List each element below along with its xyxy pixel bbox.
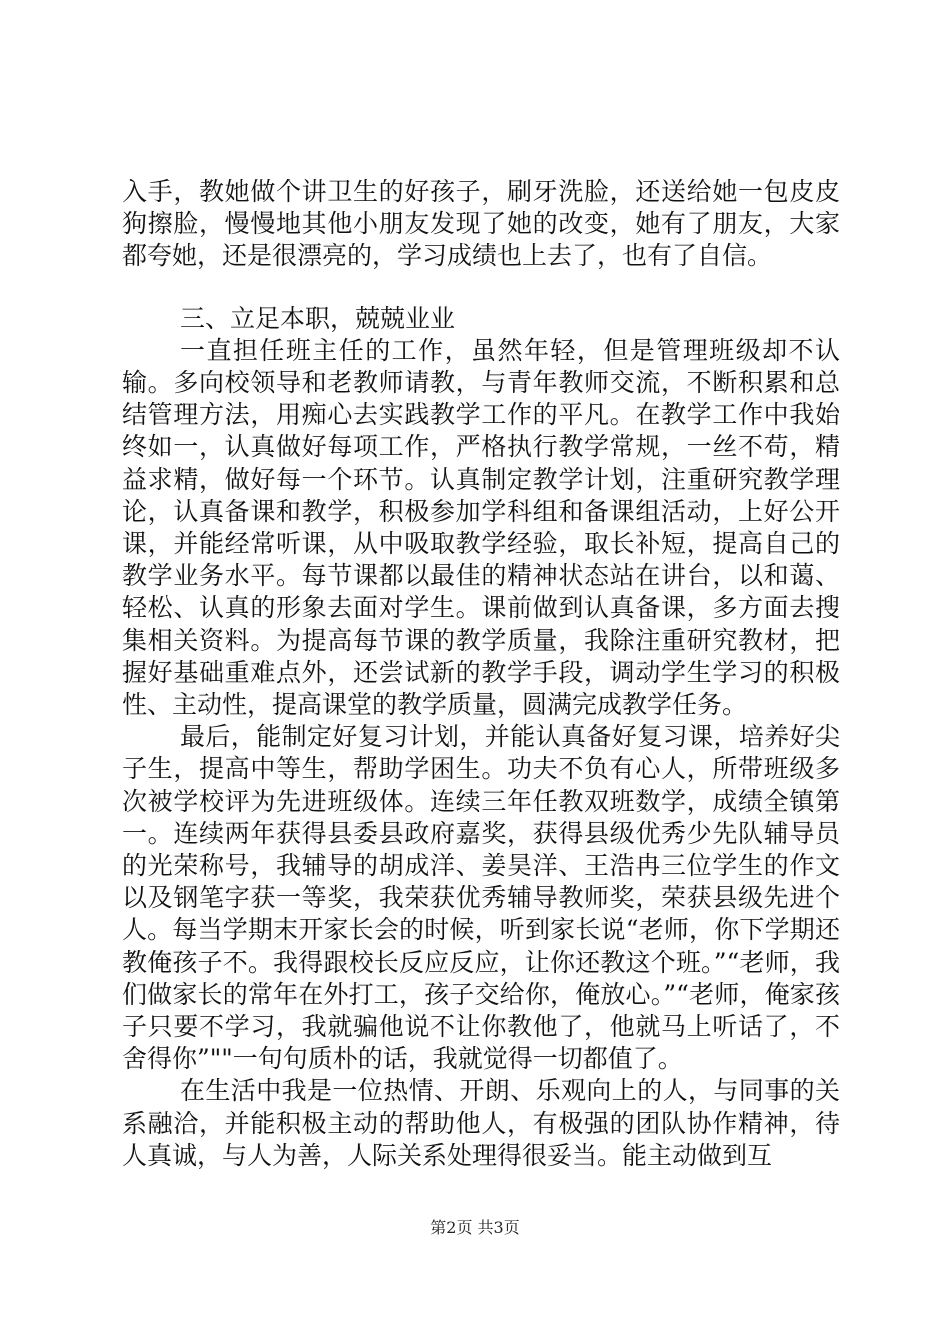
paragraph-teaching-work: 一直担任班主任的工作，虽然年轻，但是管理班级却不认输。多向校领导和老教师请教，与青年教师交流，不断积累和总结管理方法，用痴心去实践教学工作的平凡。在教学工作中我始终如一，认真做好每项工作，严格执行教学常规，一丝不苟，精益求精，做好每一个环节。认真制定教学计划，注重研究教学理论，认真备课和教学，积极参加学科组和备课组活动，上好公开课，并能经常听课，从中吸取教学经验，取长补短，提高自己的教学业务水平。每节课都以最佳的精神状态站在讲台，以和蔼、轻松、认真的形象去面对学生。课前做到认真备课，多方面去搜集相关资料。为提高每节课的教学质量，我除注重研究教材，把握好基础重难点外，还尝试新的教学手段，调动学生学习的积极性、主动性，提高课堂的教学质量，圆满完成教学任务。 bbox=[122, 335, 840, 720]
paragraph-continuation: 入手，教她做个讲卫生的好孩子，刷牙洗脸，还送给她一包皮皮狗擦脸，慢慢地其他小朋友发现了她的改变，她有了朋友，大家都夸她，还是很漂亮的，学习成绩也上去了，也有了自信。 bbox=[122, 177, 840, 271]
page-footer: 第2页 共3页 bbox=[430, 1218, 520, 1237]
paragraph-achievements: 最后，能制定好复习计划，并能认真备好复习课，培养好尖子生，提高中等生，帮助学困生。功夫不负有心人，所带班级多次被学校评为先进班级体。连续三年任教双班数学，成绩全镇第一。连续两年获得县委县政府嘉奖，获得县级优秀少先队辅导员的光荣称号，我辅导的胡成洋、姜昊洋、王浩冉三位学生的作文以及钢笔字获一等奖，我荣获优秀辅导教师奖，荣获县级先进个人。每当学期末开家长会的时候，听到家长说“老师，你下学期还教俺孩子不。我得跟校长反应反应，让你还教这个班。”“老师，我们做家长的常年在外打工，孩子交给你，俺放心。”“老师，俺家孩子只要不学习，我就骗他说不让你教他了，他就马上听话了，不舍得你”""一句句质朴的话，我就觉得一切都值了。 bbox=[122, 722, 840, 1074]
document-body bbox=[122, 176, 840, 1172]
paragraph-life: 在生活中我是一位热情、开朗、乐观向上的人，与同事的关系融洽，并能积极主动的帮助他人，有极强的团队协作精神，待人真诚，与人为善，人际关系处理得很妥当。能主动做到互 bbox=[122, 1076, 840, 1170]
section-heading: 三、立足本职，兢兢业业 bbox=[180, 303, 456, 333]
paragraph-gap bbox=[122, 273, 840, 303]
